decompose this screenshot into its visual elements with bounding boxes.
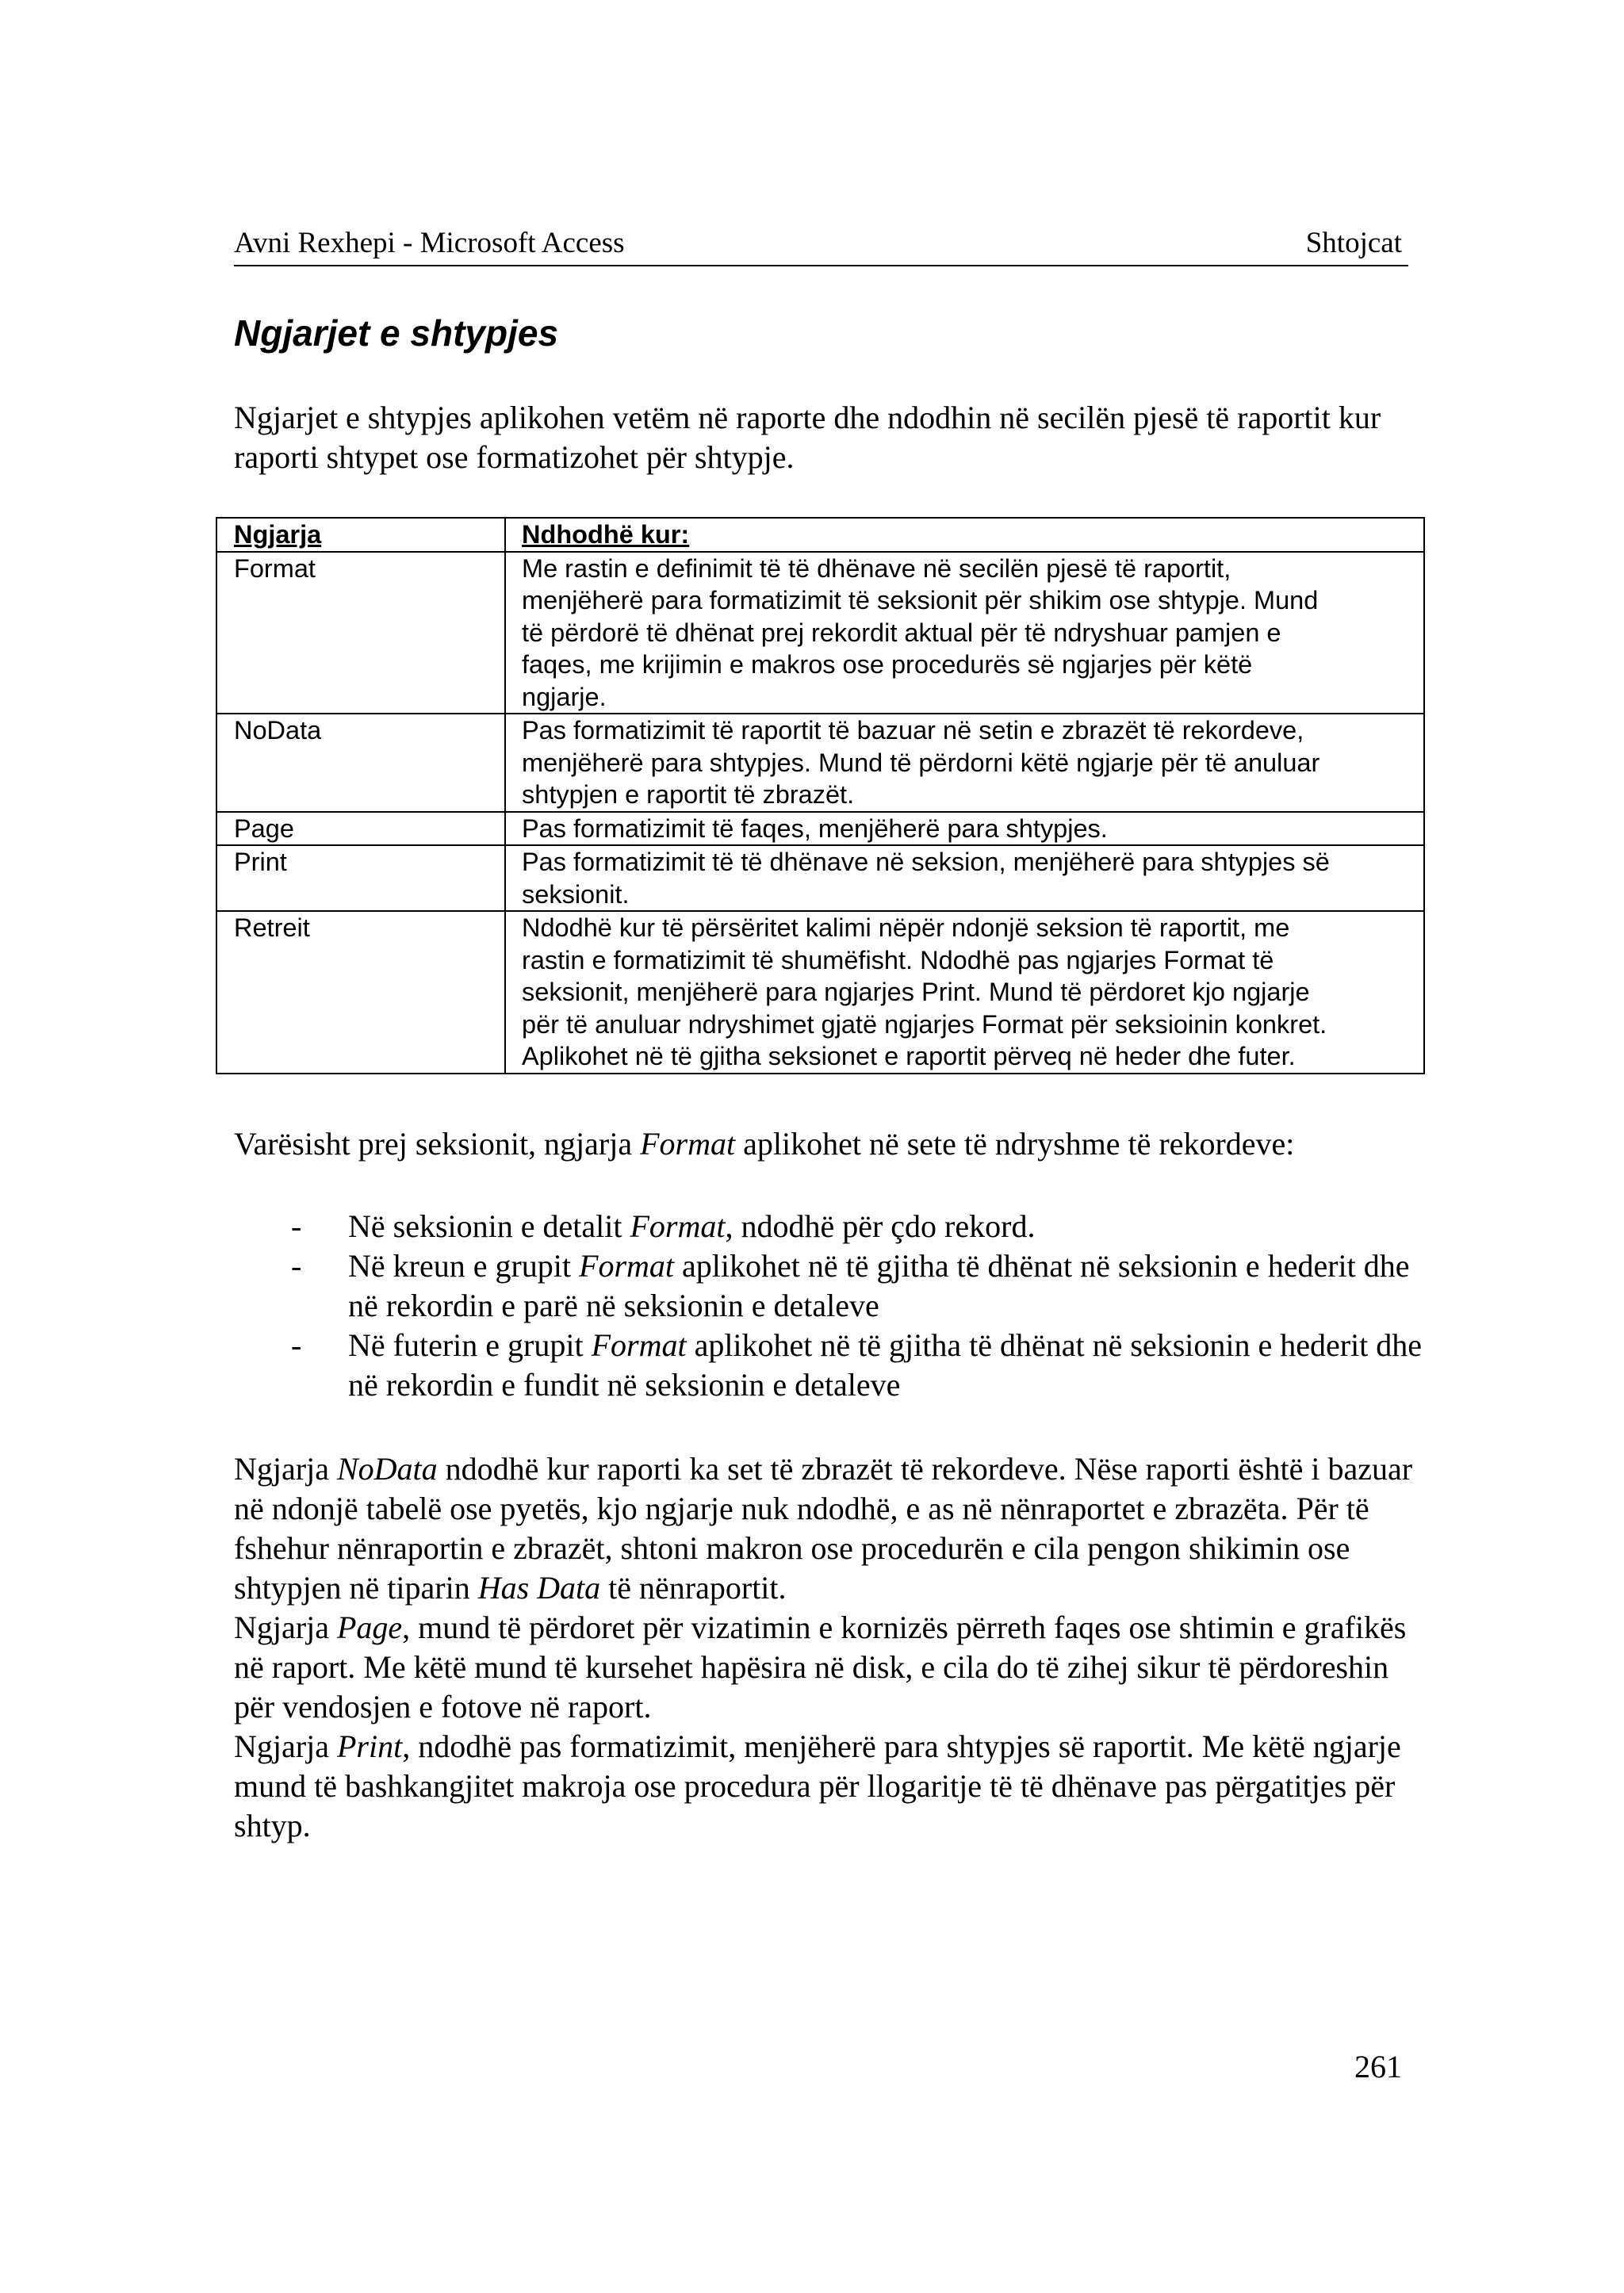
description-line: për të anuluar ndryshimet gjatë ngjarjes Format për seksioinin konkret. xyxy=(522,1009,1327,1039)
description-line: seksionit, menjëherë para ngjarjes Print. Mund të përdoret kjo ngjarje xyxy=(522,978,1310,1006)
table-row xyxy=(216,812,1424,846)
list-item-emphasis: Format xyxy=(579,1248,675,1284)
event-description xyxy=(505,714,1424,812)
paragraph-emphasis: Print xyxy=(336,1728,403,1764)
list-item-text: Në kreun e grupit xyxy=(348,1248,580,1284)
description-line: të përdorë të dhënat prej rekordit aktual për të ndryshuar pamjen e xyxy=(522,618,1281,647)
event-description xyxy=(505,911,1424,1074)
dash-bullet: - xyxy=(291,1327,302,1363)
description-line: shtypjen e raportit të zbrazët. xyxy=(522,780,855,809)
list-item-text: Në seksionin e detalit xyxy=(348,1208,630,1244)
event-name: Print xyxy=(216,845,505,911)
table-row xyxy=(216,714,1424,812)
paragraph-text: të nënraportit. xyxy=(600,1570,787,1606)
event-description xyxy=(505,552,1424,714)
format-para-text: Varësisht prej seksionit, ngjarja xyxy=(234,1126,641,1162)
table-header-row xyxy=(216,518,1424,552)
list-item xyxy=(234,1326,1423,1405)
paragraph-emphasis: NoData xyxy=(336,1451,438,1487)
paragraph-emphasis: Page xyxy=(336,1610,403,1645)
nodata-paragraph xyxy=(234,1449,1423,1608)
paragraph-text: Ngjarja xyxy=(234,1451,337,1487)
section-title: Ngjarjet e shtypjes xyxy=(234,312,559,354)
paragraph-text: , ndodhë pas formatizimit, menjëherë para shtypjes së raportit. Me këtë ngjarje mund të bashkangjitet makroja ose procedura për llogaritje të të dhënave pas përgatitjes për shtyp. xyxy=(234,1728,1401,1843)
description-line: Aplikohet në të gjitha seksionet e raportit përveq në heder dhe futer. xyxy=(522,1042,1296,1070)
table-row xyxy=(216,552,1424,714)
paragraph-emphasis: Has Data xyxy=(477,1570,601,1606)
description-line: menjëherë para formatizimit të seksionit për shikim ose shtypje. Mund xyxy=(522,586,1319,614)
event-description xyxy=(505,845,1424,911)
event-name: Format xyxy=(216,552,505,714)
description-line: menjëherë para shtypjes. Mund të përdorni këtë ngjarje për të anuluar xyxy=(522,748,1320,777)
dash-bullet: - xyxy=(291,1208,302,1244)
page-event-paragraph xyxy=(234,1608,1423,1727)
table-row xyxy=(216,911,1424,1074)
paragraph-text: ndodhë kur raporti ka set të zbrazët të rekordeve. Nëse raporti është i bazuar në ndonjë tabelë ose pyetës, kjo ngjarje nuk ndodhë, e as në nënraportet e zbrazëta. Për të fshehur nënraportin e zbrazët, shtoni makron ose procedurën e cila pengon shikimin ose shtypjen në tiparin xyxy=(234,1451,1413,1606)
print-events-table xyxy=(216,517,1425,1074)
format-sections-list xyxy=(234,1207,1423,1405)
header-chapter: Shtojcat xyxy=(1305,227,1402,259)
format-para-emphasis: Format xyxy=(640,1126,736,1162)
running-header xyxy=(234,224,1408,266)
list-item-text: Në futerin e grupit xyxy=(348,1327,592,1363)
description-line: rastin e formatizimit të shumëfisht. Ndodhë pas ngjarjes Format të xyxy=(522,945,1274,974)
format-paragraph xyxy=(234,1124,1423,1164)
print-event-paragraph xyxy=(234,1727,1423,1846)
description-line: seksionit. xyxy=(522,879,630,909)
intro-paragraph: Ngjarjet e shtypjes aplikohen vetëm në raporte dhe ndodhin në secilën pjesë të raportit kur raporti shtypet ose formatizohet për shtypje. xyxy=(234,400,1381,475)
column-header-occurs: Ndhodhë kur: xyxy=(505,518,1424,552)
list-item-emphasis: Format xyxy=(630,1208,726,1244)
event-description xyxy=(505,812,1424,846)
description-line: ngjarje. xyxy=(522,682,607,711)
list-item-text-end: , ndodhë për çdo rekord. xyxy=(725,1208,1036,1244)
list-item-text-end: aplikohet në të gjitha të dhënat në seksionin e hederit dhe në rekordin e parë në seksionin e detaleve xyxy=(348,1248,1410,1323)
header-author-title: Avni Rexhepi - Microsoft Access xyxy=(234,227,625,259)
description-line: faqes, me krijimin e makros ose procedurës së ngjarjes për këtë xyxy=(522,650,1253,679)
event-name: NoData xyxy=(216,714,505,812)
table-row xyxy=(216,845,1424,911)
format-para-text-end: aplikohet në sete të ndryshme të rekordeve: xyxy=(735,1126,1295,1162)
paragraph-text: , mund të përdoret për vizatimin e kornizës përreth faqes ose shtimin e grafikës në raport. Me këtë mund të kursehet hapësira në disk, e cila do të zihej sikur të përdoreshin për vendosjen e fotove në raport. xyxy=(234,1610,1407,1725)
column-header-event: Ngjarja xyxy=(216,518,505,552)
description-line: Pas formatizimit të faqes, menjëherë para shtypjes. xyxy=(522,813,1108,843)
event-name: Retreit xyxy=(216,911,505,1074)
list-item xyxy=(234,1207,1423,1246)
list-item-emphasis: Format xyxy=(591,1327,687,1363)
list-item-text-end: aplikohet në të gjitha të dhënat në seksionin e hederit dhe në rekordin e fundit në seksionin e detaleve xyxy=(348,1327,1423,1403)
page-number: 261 xyxy=(1354,2049,1402,2084)
paragraph-text: Ngjarja xyxy=(234,1610,337,1645)
events-explanation xyxy=(234,1449,1423,1846)
description-line: Pas formatizimit të të dhënave në seksion, menjëherë para shtypjes së xyxy=(522,848,1330,876)
description-line: Me rastin e definimit të të dhënave në secilën pjesë të raportit, xyxy=(522,553,1231,583)
dash-bullet: - xyxy=(291,1248,302,1284)
paragraph-text: Ngjarja xyxy=(234,1728,337,1764)
event-name: Page xyxy=(216,812,505,846)
description-line: Ndodhë kur të përsëritet kalimi nëpër ndonjë seksion të raportit, me xyxy=(522,913,1290,942)
list-item xyxy=(234,1246,1423,1326)
description-line: Pas formatizimit të raportit të bazuar në setin e zbrazët të rekordeve, xyxy=(522,716,1304,745)
